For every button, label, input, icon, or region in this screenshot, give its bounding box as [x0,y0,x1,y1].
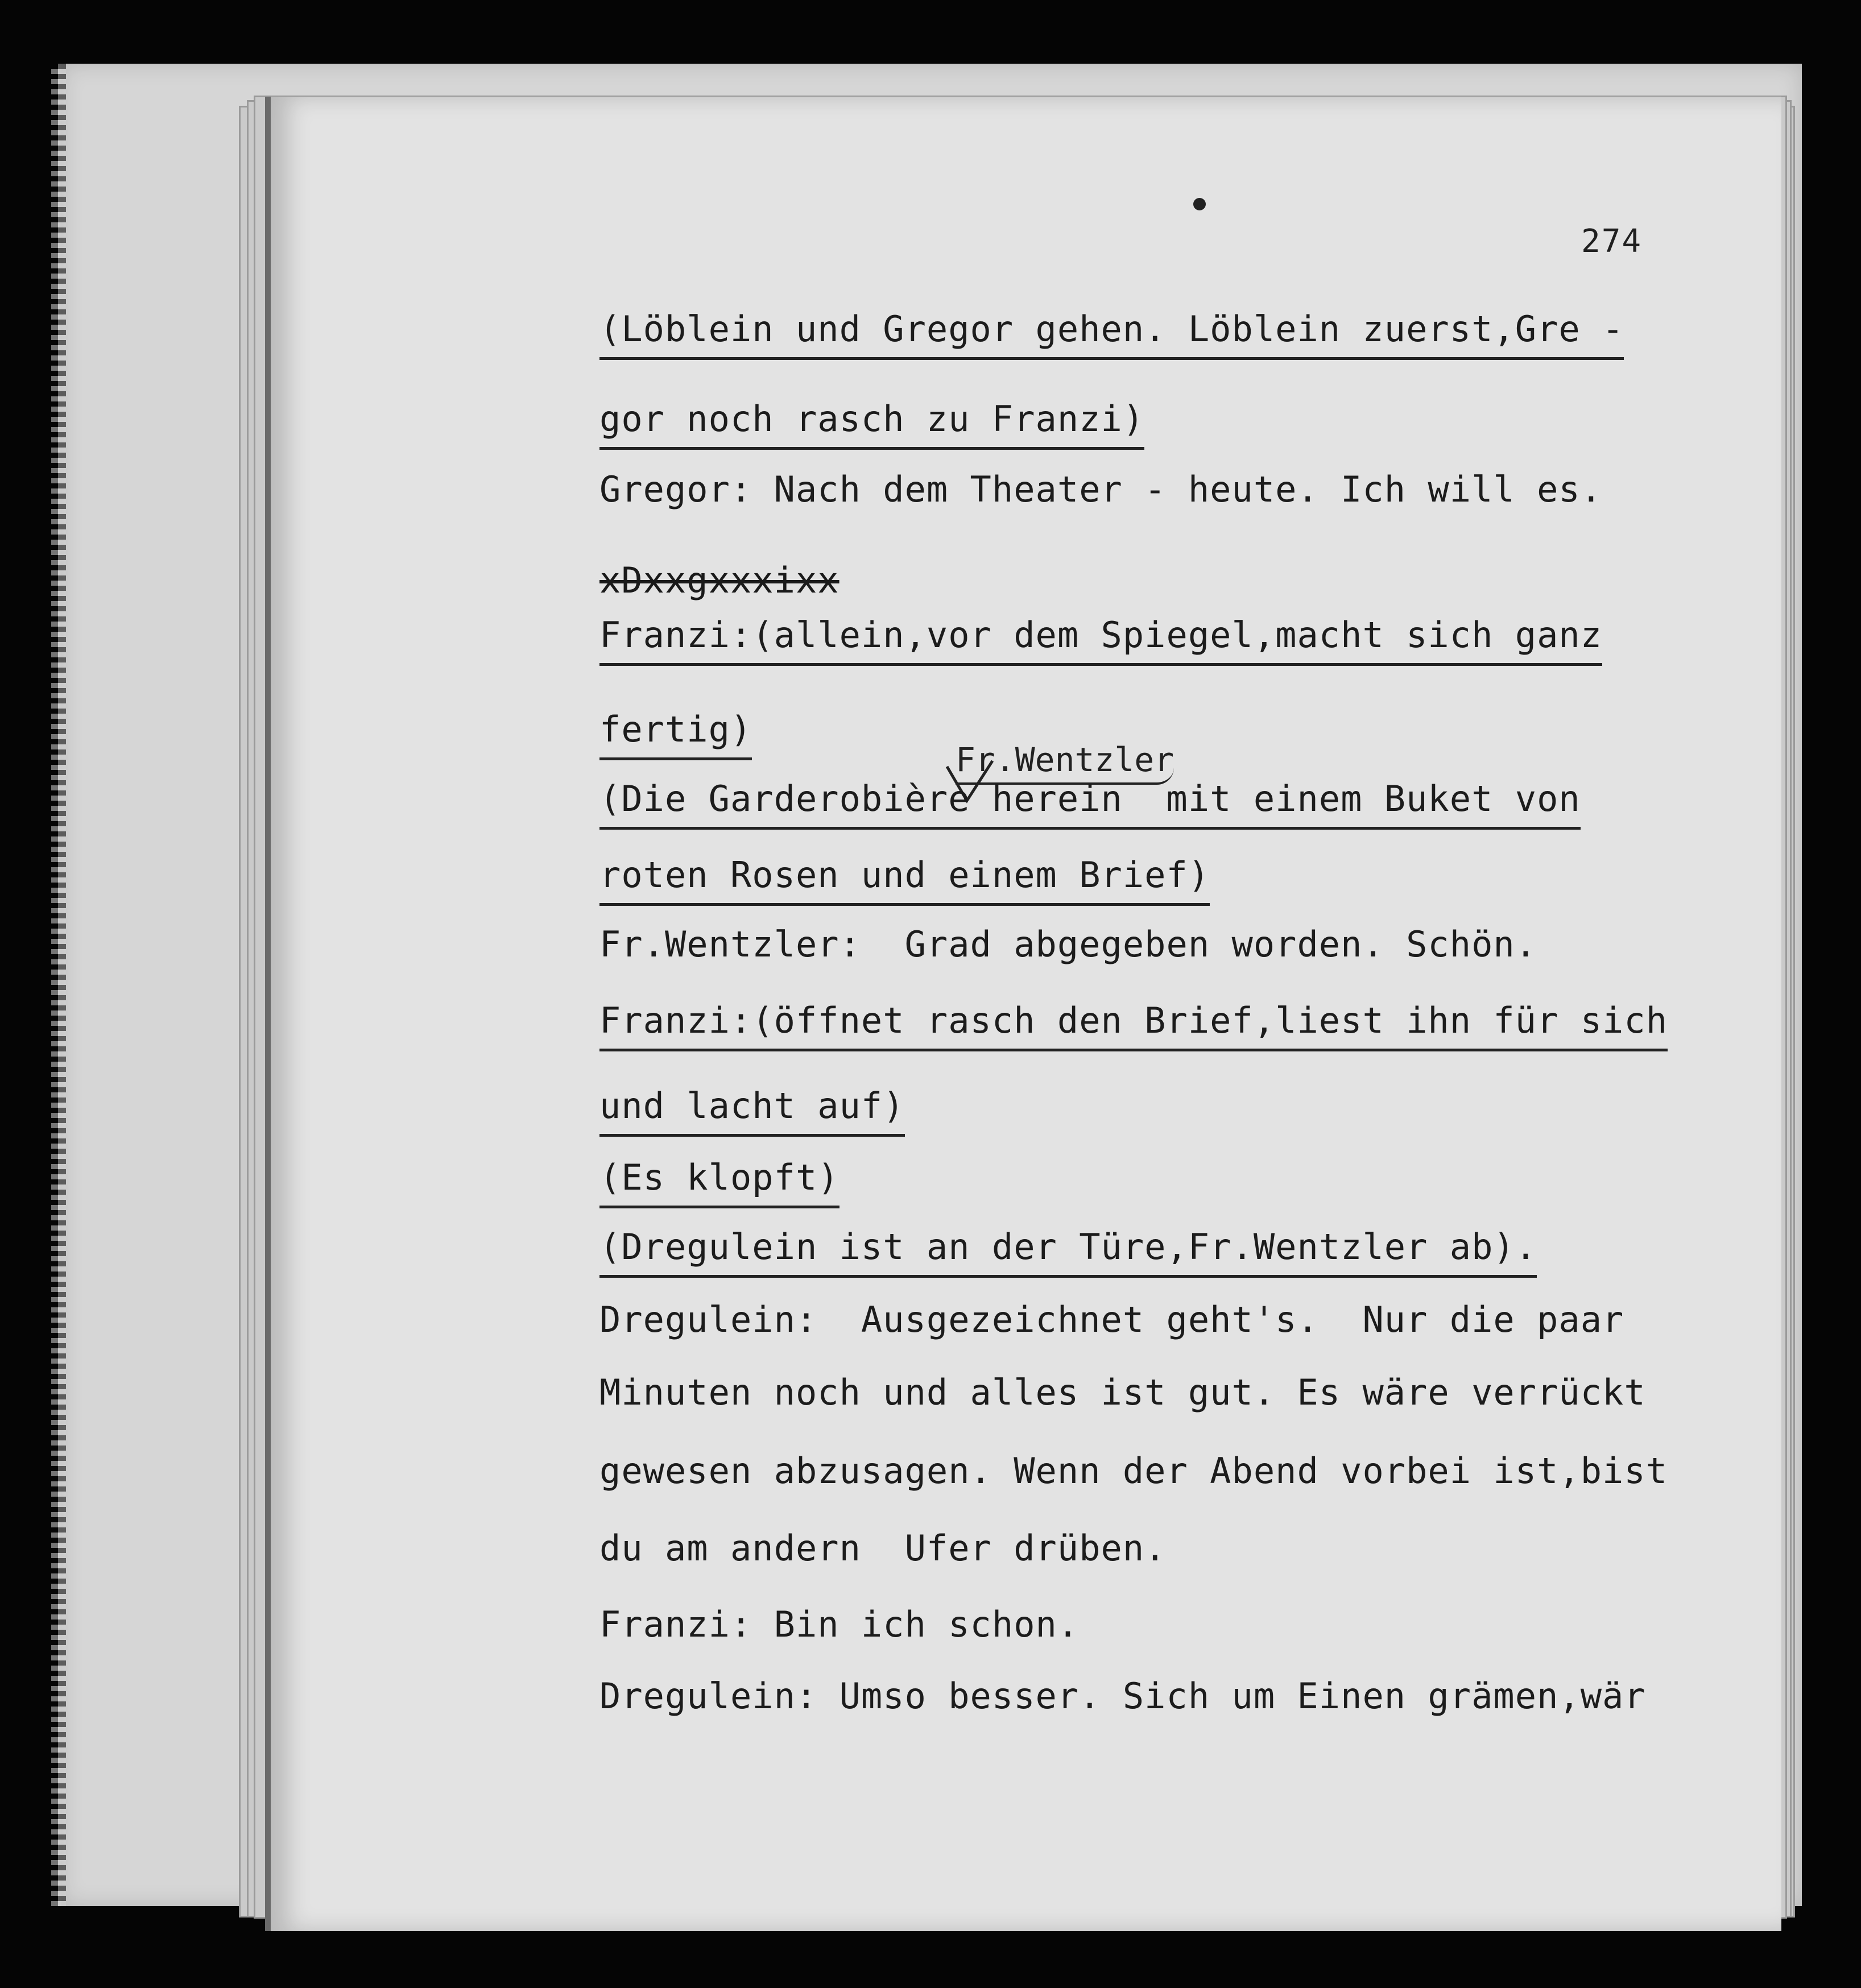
dialogue-line: Franzi: Bin ich schon. [599,1604,1080,1645]
page-number: 274 [1581,223,1643,260]
dialogue-line: Minuten noch und alles ist gut. Es wäre verrückt [599,1372,1646,1413]
dialogue-line: Dregulein: Umso besser. Sich um Einen grämen,wär [599,1675,1646,1717]
stage-direction-line: (Löblein und Gregor gehen. Löblein zuerst,Gre - [599,312,1624,360]
ink-blot [1193,198,1206,210]
handwritten-insert: Fr.Wentzler [956,740,1174,785]
dialogue-line: Fr.Wentzler: Grad abgegeben worden. Schön. [599,923,1537,965]
stage-direction-line: (Die Garderobière herein mit einem Buket von [599,781,1581,830]
dialogue-line: du am andern Ufer drüben. [599,1527,1167,1569]
deckle-edge [51,64,66,1906]
dialogue-line: Gregor: Nach dem Theater - heute. Ich will es. [599,469,1603,510]
stage-direction-line: roten Rosen und einem Brief) [599,858,1210,906]
dialogue-line: Dregulein: Ausgezeichnet geht's. Nur die paar [599,1299,1624,1340]
stage-direction-line: (Dregulein ist an der Türe,Fr.Wentzler ab). [599,1229,1537,1278]
stage-direction-line: gor noch rasch zu Franzi) [599,401,1144,450]
stage-direction-line: Franzi:(allein,vor dem Spiegel,macht sich ganz [599,618,1602,666]
stage-direction-line: und lacht auf) [599,1088,905,1137]
struck-out-line: xDxxgxxxixx [599,560,839,601]
stage-direction-line: fertig) [599,712,752,760]
stage-direction-line: Franzi:(öffnet rasch den Brief,liest ihn für sich [599,1003,1668,1051]
dialogue-line: gewesen abzusagen. Wenn der Abend vorbei ist,bist [599,1450,1668,1492]
stage-direction-line: (Es klopft) [599,1160,839,1208]
